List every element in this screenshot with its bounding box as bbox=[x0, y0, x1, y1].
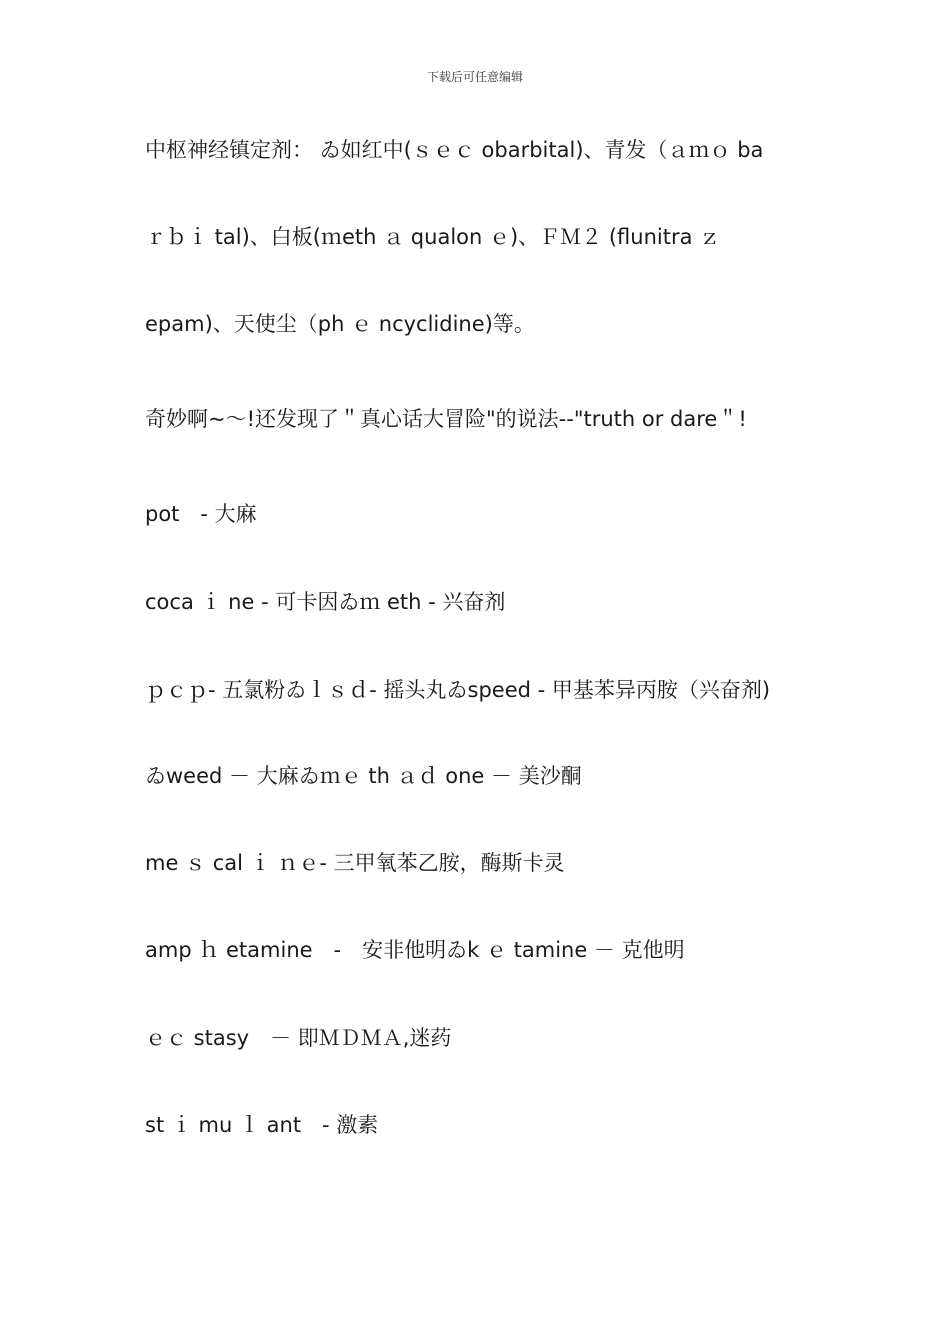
term-line-weed: ゐweed － 大麻ゐｍｅ th ａｄ one － 美沙酮 bbox=[145, 764, 582, 788]
term-line-mescaline: me ｓ cal ｉ ｎｅ- 三甲氧苯乙胺，酶斯卡灵 bbox=[145, 851, 565, 875]
paragraph-line: epam)、天使尘（ph ｅ ncyclidine)等。 bbox=[145, 312, 535, 336]
term-line-pcp: ｐｃｐ- 五氯粉ゐｌｓｄ- 摇头丸ゐspeed - 甲基苯异丙胺（兴奋剂) bbox=[145, 678, 771, 702]
term-line-ecstasy: ｅｃ stasy － 即ＭＤＭＡ,迷药 bbox=[145, 1026, 452, 1050]
term-line-cocaine: coca ｉ ne - 可卡因ゐｍ eth - 兴奋剂 bbox=[145, 590, 506, 614]
term-line-stimulant: st ｉ mu ｌ ant - 激素 bbox=[145, 1113, 379, 1137]
term-line-pot: pot - 大麻 bbox=[145, 502, 257, 526]
paragraph-line: 奇妙啊~～!还发现了＂真心话大冒险"的说法--"truth or dare＂! bbox=[145, 407, 747, 431]
page-header: 下载后可任意编辑 bbox=[426, 70, 523, 84]
term-line-amphetamine: amp ｈ etamine - 安非他明ゐk ｅ tamine － 克他明 bbox=[145, 938, 685, 962]
paragraph-line: ｒｂｉ tal)、白板(ｍeth ａ qualon ｅ)、ＦＭ２ (flunitra ｚ bbox=[145, 225, 721, 249]
paragraph-line: 中枢神经镇定剂： ゐ如红中(ｓｅｃ obarbital)、青发（ａｍｏ ba bbox=[145, 138, 764, 162]
